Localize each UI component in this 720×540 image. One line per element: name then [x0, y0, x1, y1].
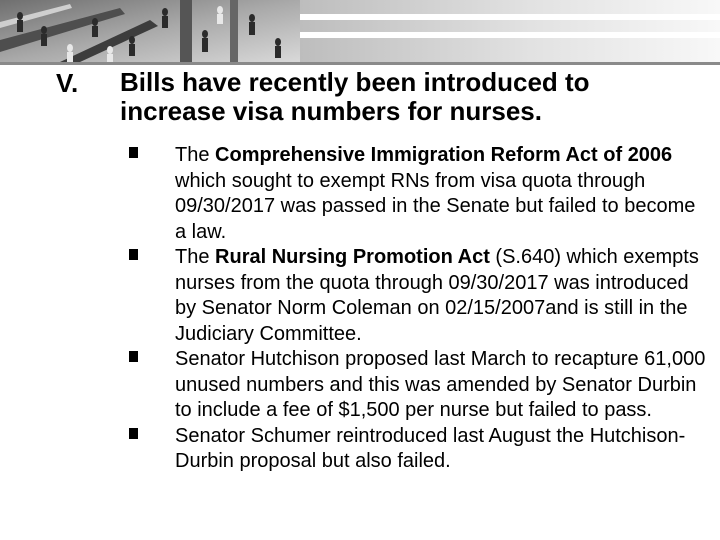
- bullet-text: Senator Hutchison proposed last March to recapture 61,000 unused numbers and this was amended by Senator Durbin to include a fee of $1,500 per nurse but failed to pass.: [175, 348, 706, 421]
- header-stripe: [300, 32, 720, 38]
- slide-title: Bills have recently been introduced to increase visa numbers for nurses.: [120, 67, 590, 126]
- bullet-text: The: [175, 246, 216, 268]
- header-gradient-bar: [300, 0, 720, 62]
- bullet-item: [175, 424, 710, 475]
- header-divider: [0, 62, 720, 65]
- bullet-text: The: [175, 144, 216, 166]
- bullet-list: [175, 143, 710, 475]
- header-stripe: [300, 14, 720, 20]
- bullet-item: [175, 143, 710, 245]
- section-numeral: V.: [56, 68, 79, 98]
- bullet-item: [175, 245, 710, 347]
- bullet-text: which sought to exempt RNs from visa quota through 09/30/2017 was passed in the Senate but failed to become a law.: [175, 169, 696, 243]
- square-bullet-icon: [129, 351, 138, 362]
- square-bullet-icon: [129, 428, 138, 439]
- square-bullet-icon: [129, 249, 138, 260]
- square-bullet-icon: [129, 147, 138, 158]
- bullet-item: [175, 347, 710, 424]
- bill-name: Comprehensive Immigration Reform Act of 2006: [215, 144, 673, 166]
- bullet-text: Senator Schumer reintroduced last August the Hutchison-Durbin proposal but also failed.: [175, 424, 686, 472]
- bullet-text: (S.640) which exempts nurses from the quota through 09/30/2017 was introduced by Senator Norm Coleman on 02/15/2007and is still in the Judiciary Committee.: [175, 246, 699, 345]
- header-crowd-photo: [0, 0, 300, 62]
- bill-name: Rural Nursing Promotion Act: [215, 246, 490, 268]
